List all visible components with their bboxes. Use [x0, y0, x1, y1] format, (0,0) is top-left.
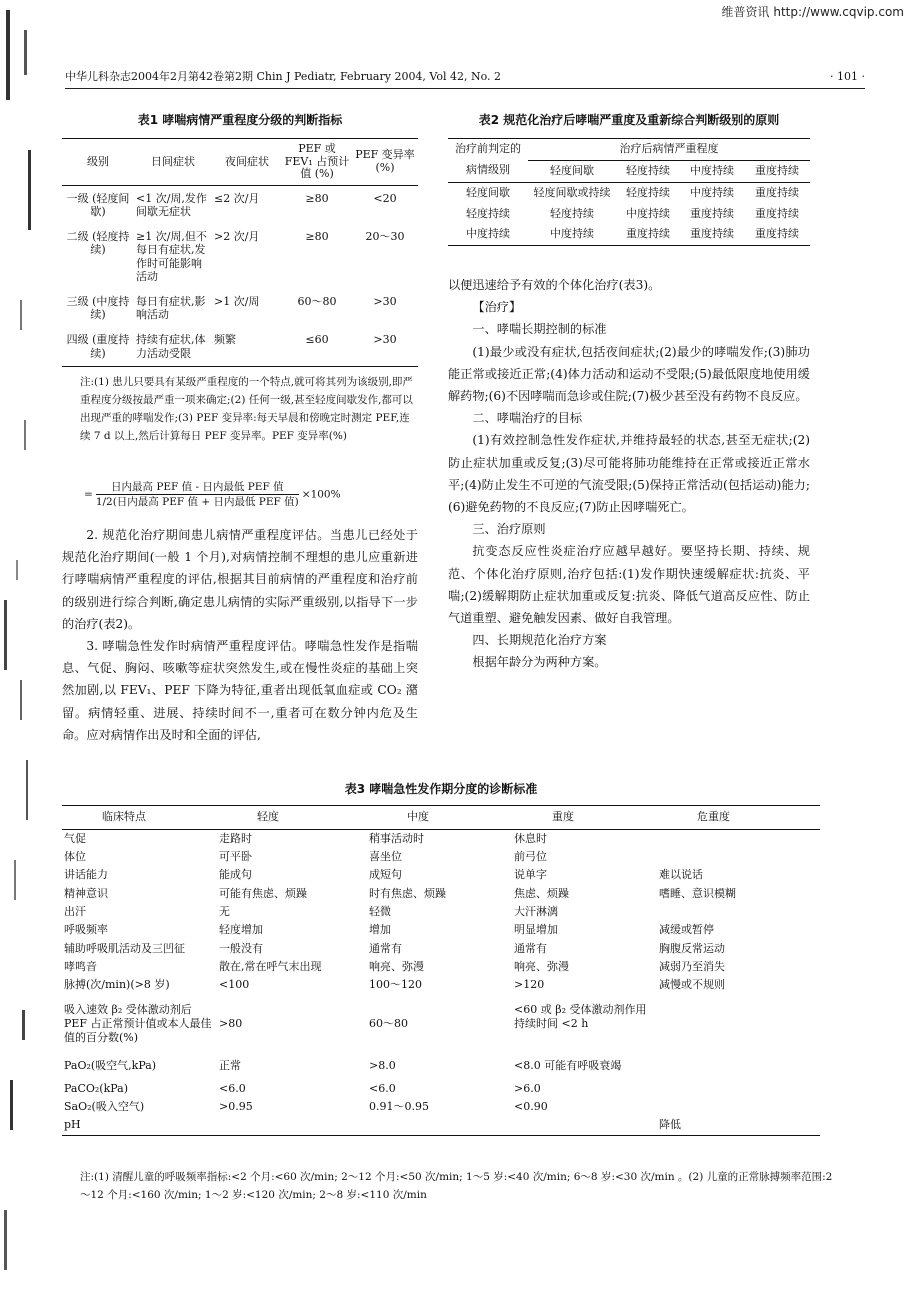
table-cell: 减慢或不规则	[659, 978, 725, 992]
table-cell: 气促	[64, 831, 86, 845]
table3-note: 注:(1) 清醒儿童的呼吸频率指标:<2 个月:<60 次/min; 2～12 个月:<50 次/min; 1～5 岁:<40 次/min; 6～8 岁:<30 次/min 。(2) 儿童的正常脉搏频率范围:2～12 个月:<160 次/min; 1～2 岁:<120 次/min; 2～8 岁:<110 次/min	[80, 1171, 833, 1202]
table1-header: 日间症状	[134, 139, 212, 186]
table-cell: 中度持续	[626, 206, 670, 220]
scan-edge-marks	[0, 0, 40, 1301]
table-cell	[657, 995, 820, 1054]
table1-title: 表1 哮喘病情严重程度分级的判断指标	[137, 113, 343, 127]
table3-header: 中度	[367, 806, 512, 830]
table-cell: 四级 (重度持续)	[62, 327, 134, 366]
table2-subheader-row	[448, 160, 810, 182]
table-cell	[657, 829, 820, 848]
subheading: 三、治疗原则	[472, 522, 546, 537]
table-cell: 重度持续	[744, 224, 810, 245]
table-cell: PaCO₂(kPa)	[64, 1081, 129, 1095]
table-cell: <20	[373, 191, 397, 205]
paragraph: 抗变态反应性炎症治疗应越早越好。要坚持长期、持续、规范、个体化治疗原则,治疗包括:(1)发作期快速缓解症状:抗炎、平喘;(2)缓解期防止症状加重或反复:抗炎、降低气道高反应性、防止气道重塑、避免触发因素、做好自我管理。	[448, 544, 810, 626]
table-row	[62, 921, 820, 939]
paragraph: (1)有效控制急性发作症状,并维持最轻的状态,甚至无症状;(2)防止症状加重或反复;(3)尽可能将肺功能维持在正常或接近正常水平;(4)防止发生不可逆的气流受限;(5)保持正常活动(包括运动)能力;(6)避免药物的不良反应;(7)防止因哮喘死亡。	[448, 433, 810, 515]
table-cell: 正常	[219, 1059, 241, 1073]
table-cell: 体位	[64, 850, 86, 864]
table-row	[62, 185, 418, 224]
table-cell: 降低	[657, 1116, 820, 1135]
table-cell: 无	[219, 905, 230, 919]
table-cell: 前弓位	[514, 850, 547, 864]
table2	[448, 138, 810, 246]
table1-header: PEF 变异率 (%)	[352, 139, 418, 186]
table-cell: 轻度增加	[219, 923, 263, 937]
journal-header	[65, 70, 865, 89]
table-cell: 频繁	[212, 327, 282, 366]
table-cell: 轻度间歇	[466, 185, 510, 199]
table-cell: 大汗淋漓	[514, 905, 558, 919]
paragraph: 2. 规范化治疗期间患儿病情严重程度评估。当患儿已经处于规范化治疗期间(一般 1 个月),对病情控制不理想的患儿应重新进行哮喘病情严重程度的评估,根据其目前病情的严重程度和治疗前的级别进行综合判断,确定患儿病情的实际严重级别,以指导下一步的治疗(表2)。	[62, 528, 418, 631]
table-cell: 轻度间歇或持续	[533, 185, 611, 199]
table-cell: 增加	[369, 923, 391, 937]
table-cell: 吸入速效 β₂ 受体激动剂后 PEF 占正常预计值或本人最佳值的百分数(%)	[64, 1002, 212, 1045]
table-cell: 重度持续	[680, 224, 744, 245]
table-cell: 一般没有	[219, 941, 263, 955]
table-cell: <60 或 β₂ 受体激动剂作用持续时间 <2 h	[514, 1002, 647, 1030]
subheading: 一、哮喘长期控制的标准	[472, 322, 607, 337]
table-cell: 出汗	[64, 905, 86, 919]
table-cell: >120	[514, 978, 545, 992]
table1-header-row	[62, 139, 418, 186]
table-cell: 重度持续	[690, 206, 734, 220]
table-row	[62, 940, 820, 958]
right-body-text	[448, 274, 810, 674]
table3-header: 重度	[512, 806, 657, 830]
table-cell: <1 次/周,发作间歇无症状	[136, 191, 207, 219]
table-cell: ≥1 次/周,但不每日有症状,发作时可能影响活动	[136, 230, 207, 283]
table-cell: 持续有症状,体力活动受限	[134, 327, 212, 366]
table-row	[448, 204, 810, 225]
paragraph: 以便迅速给予有效的个体化治疗(表3)。	[448, 278, 661, 292]
table1-header: 级别	[62, 139, 134, 186]
table3-header: 轻度	[217, 806, 367, 830]
table2-title: 表2 规范化治疗后哮喘严重度及重新综合判断级别的原则	[478, 113, 780, 127]
table-cell: 中度持续	[528, 224, 616, 245]
section-heading: 【治疗】	[472, 300, 522, 315]
table-cell: 喜坐位	[369, 850, 402, 864]
table-cell: 时有焦虑、烦躁	[369, 886, 446, 900]
table-cell	[657, 848, 820, 866]
table-cell: <6.0	[369, 1081, 396, 1095]
table3-title: 表3 哮喘急性发作期分度的诊断标准	[344, 782, 538, 796]
table2-header: 重度持续	[744, 160, 810, 182]
table-cell: 可能有焦虑、烦躁	[219, 886, 307, 900]
table-cell: 走路时	[219, 831, 252, 845]
table-cell: 轻度持续	[626, 185, 670, 199]
table-row	[62, 829, 820, 848]
table-cell: 响亮、弥漫	[514, 959, 569, 973]
table-cell: >1 次/周	[214, 295, 260, 309]
table-row	[62, 224, 418, 289]
table-cell: 0.91～0.95	[369, 1100, 429, 1113]
formula-denominator: 1/2(日内最高 PEF 值 + 日内最低 PEF 值)	[95, 496, 299, 509]
table-row	[62, 848, 820, 866]
table3-header: 临床特点	[62, 806, 217, 830]
table1-header: 夜间症状	[212, 139, 282, 186]
table-cell: 成短句	[369, 868, 402, 882]
table-row	[62, 866, 820, 884]
table-row	[62, 1053, 820, 1079]
table-cell: 20～30	[365, 230, 405, 244]
table-cell: 明显增加	[514, 923, 558, 937]
table-cell: 难以说话	[659, 868, 703, 882]
table-cell: >30	[373, 295, 397, 309]
table2-header-group: 治疗后病情严重程度	[528, 139, 810, 161]
table-cell: <0.90	[514, 1100, 548, 1113]
table-cell: 响亮、弥漫	[369, 959, 424, 973]
table-cell: >8.0	[369, 1059, 396, 1073]
table-cell: 减缓或暂停	[659, 923, 714, 937]
table-cell: 可平卧	[219, 850, 252, 864]
table-cell: ≥80	[305, 230, 329, 244]
table-cell	[217, 1116, 367, 1135]
subheading: 四、长期规范化治疗方案	[472, 633, 607, 648]
table-row	[448, 182, 810, 203]
table-cell: 嗜睡、意识模糊	[659, 886, 736, 900]
table-cell: 三级 (中度持续)	[66, 295, 130, 322]
table-cell: 胸腹反常运动	[659, 941, 725, 955]
table-cell: pH	[62, 1116, 217, 1135]
table2-header: 轻度持续	[616, 160, 680, 182]
table-cell: 脉搏(次/min)(>8 岁)	[64, 978, 170, 992]
table-row	[62, 903, 820, 921]
table-cell	[657, 1098, 820, 1116]
table-row	[448, 224, 810, 245]
table1-header: PEF 或 FEV₁ 占预计值 (%)	[282, 139, 352, 186]
table-cell: 通常有	[369, 941, 402, 955]
table-cell: 重度持续	[755, 185, 799, 199]
table-row	[62, 1098, 820, 1116]
table-cell: 焦虑、烦躁	[514, 886, 569, 900]
table-cell: SaO₂(吸入空气)	[64, 1100, 145, 1113]
table-cell: 减弱乃至消失	[659, 959, 725, 973]
table-cell: 精神意识	[64, 886, 108, 900]
table-cell: 100～120	[369, 978, 422, 992]
table-cell: 讲话能力	[64, 868, 108, 882]
table-cell	[367, 1116, 512, 1135]
table-cell: 60～80	[369, 1016, 408, 1030]
table-cell: >0.95	[219, 1100, 253, 1113]
table2-header: 轻度间歇	[528, 160, 616, 182]
table-row	[62, 1116, 820, 1135]
table-cell: <100	[219, 978, 250, 992]
table-cell: <6.0	[219, 1081, 246, 1095]
table-row	[62, 995, 820, 1054]
table2-header: 中度持续	[680, 160, 744, 182]
paragraph: 3. 哮喘急性发作时病情严重程度评估。哮喘急性发作是指喘息、气促、胸闷、咳嗽等症状突然发生,或在慢性炎症的基础上突然加剧,以 FEV₁、PEF 下降为特征,重者出现低氧血症或 CO₂ 潴留。病情轻重、进展、持续时间不一,重者可在数分钟内危及生命。应对病情作出及时和全面的评估,	[62, 639, 418, 742]
formula-numerator: 日内最高 PEF 值 - 日内最低 PEF 值	[96, 480, 299, 495]
table-cell: 辅助呼吸肌活动及三凹征	[64, 941, 185, 955]
table-cell: 中度持续	[690, 185, 734, 199]
table-cell: >2 次/月	[214, 230, 260, 244]
table-row	[62, 976, 820, 994]
table-cell: 散在,常在呼气末出现	[219, 959, 322, 973]
table-cell: ≥80	[305, 191, 329, 205]
watermark: 维普资讯 http://www.cqvip.com	[721, 5, 904, 19]
table-cell: >30	[352, 327, 418, 366]
table-cell: 一级 (轻度间歇)	[66, 191, 130, 219]
table1	[62, 138, 418, 367]
table-cell: 60～80	[297, 295, 337, 309]
table-cell: 能成句	[219, 868, 252, 882]
table-cell: 轻度持续	[466, 206, 510, 220]
table-cell: ≤60	[282, 327, 352, 366]
table3-header: 危重度	[657, 806, 820, 830]
table-cell	[657, 1053, 820, 1079]
table-cell: <8.0 可能有呼吸衰竭	[514, 1059, 622, 1073]
table1-note: 注:(1) 患儿只要具有某级严重程度的一个特点,就可将其列为该级别,即严重程度分级按最严重一项来确定;(2) 任何一级,甚至轻度间歇发作,都可以出现严重的哮喘发作;(3) PEF 变异率:每天早晨和傍晚定时测定 PEF,连续 7 d 以上,然后计算每日 PEF 变异率。PEF 变异率(%)	[80, 376, 413, 442]
table-cell: 二级 (轻度持续)	[66, 230, 130, 257]
page-number: · 101 ·	[830, 70, 865, 83]
table-cell: 重度持续	[755, 206, 799, 220]
table-cell	[657, 903, 820, 921]
table-cell: >80	[219, 1016, 243, 1030]
journal-header-text: 中华儿科杂志2004年2月第42卷第2期 Chin J Pediatr, February 2004, Vol 42, No. 2	[65, 70, 502, 83]
left-body-text	[62, 524, 418, 746]
table2-header-left: 病情级别	[448, 160, 528, 182]
paragraph: 根据年龄分为两种方案。	[472, 655, 607, 670]
table-cell: 哮鸣音	[64, 959, 97, 973]
table-cell: 轻微	[369, 905, 391, 919]
table-row	[62, 1080, 820, 1098]
table-cell: 中度持续	[448, 224, 528, 245]
table2-header-left: 治疗前判定的	[448, 139, 528, 161]
table-row	[62, 958, 820, 976]
subheading: 二、哮喘治疗的目标	[472, 411, 583, 426]
table-cell: PaO₂(吸空气,kPa)	[64, 1059, 157, 1073]
table3-header-row	[62, 806, 820, 830]
paragraph: (1)最少或没有症状,包括夜间症状;(2)最少的哮喘发作;(3)肺功能正常或接近正常;(4)体力活动和运动不受限;(5)最低限度地使用缓解药物;(6)不因哮喘而急诊或住院;(7)极少甚至没有药物不良反应。	[448, 344, 810, 404]
table-cell	[512, 1116, 657, 1135]
table3	[62, 805, 820, 1136]
table-cell: ≤2 次/月	[214, 191, 260, 205]
table-row	[62, 885, 820, 903]
table-cell: 休息时	[514, 831, 547, 845]
pef-formula: = $\frac{\text{日内最高 PEF 值 - 日内最低 PEF 值}}{\text{1/2(日内最高 PEF 值 + 日内最低 PEF 值)}}$ ×100%	[84, 481, 341, 509]
table-cell: 通常有	[514, 941, 547, 955]
table-row	[62, 289, 418, 327]
formula-tail: ×100%	[301, 488, 341, 501]
table-cell	[657, 1080, 820, 1098]
table-cell: 呼吸频率	[64, 923, 108, 937]
table-cell: 重度持续	[616, 224, 680, 245]
table-cell: 说单字	[514, 868, 547, 882]
table-cell: 稍事活动时	[369, 831, 424, 845]
table-cell: 轻度持续	[550, 206, 594, 220]
table-row	[62, 327, 418, 366]
table2-header-row	[448, 139, 810, 161]
table-cell: >6.0	[514, 1081, 541, 1095]
table-cell: 每日有症状,影响活动	[136, 295, 206, 322]
